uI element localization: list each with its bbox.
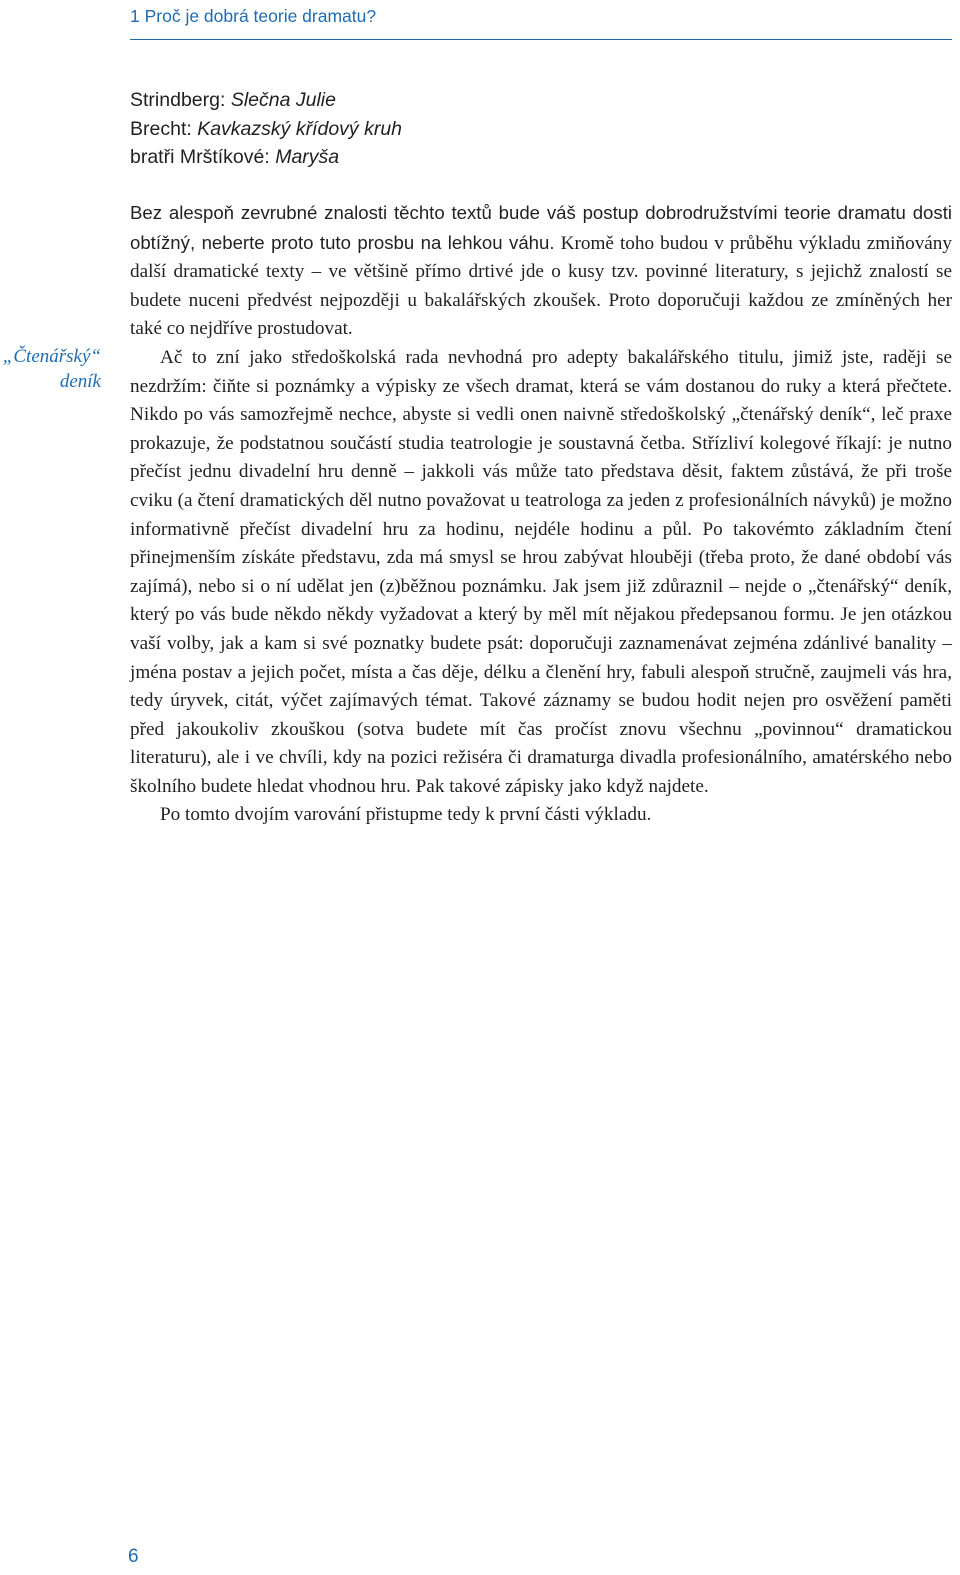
running-title: 1 Proč je dobrá teorie dramatu? bbox=[130, 6, 377, 26]
header-rule bbox=[130, 39, 952, 40]
margin-note-line: „Čtenářský“ bbox=[2, 346, 101, 367]
margin-note bbox=[0, 344, 101, 394]
paragraph-lead: Bez alespoň zevrubné znalosti těchto textů bude váš postup dobrodružstvími teorie dramatu dosti obtížný, neberte proto tuto prosbu na lehkou váhu. bbox=[130, 202, 952, 253]
page-number: 6 bbox=[128, 1546, 139, 1567]
required-works-list bbox=[130, 86, 952, 172]
work-title: Slečna Julie bbox=[230, 89, 336, 111]
work-item: Strindberg: Slečna Julie bbox=[130, 89, 336, 111]
paragraph-text: Kromě toho budou v průběhu výkladu zmiňovány další dramatické texty – ve většině přímo drtivé jde o kusy tzv. povinné literatury, s jejichž znalostí se budete nuceni předvést nejpozději u bakalářských zkoušek. Proto doporučuji každou ze zmíněných her také co nejdříve prostudovat. bbox=[130, 232, 952, 340]
margin-note-line: deník bbox=[59, 371, 101, 392]
paragraph: Ač to zní jako středoškolská rada nevhodná pro adepty bakalářského titulu, jimiž jste, raději se nezdržím: čiňte si poznámky a výpisky ze všech dramat, která se vám dostanou do ruky a která přečtete. Nikdo po vás samozřejmě nechce, abyste si vedli onen naivně středoškolský „čtenářský deník“, leč praxe prokazuje, že podstatnou součástí studia teatrologie je soustavná četba. Střízliví kolegové říkají: je nutno přečíst jednu divadelní hru denně – jakkoli vás může tato představa děsit, faktem zůstává, že při troše cviku (a čtení dramatických děl nutno považovat u teatrologa za jeden z profesionálních návyků) je možno informativně přečíst divadelní hru za hodinu, nejdéle hodinu a půl. Po takovémto základním čtení přinejmenším získáte představu, zda má smysl se hrou zabývat hlouběji (třeba proto, že dané období vás zajímá), nebo si o ní udělat jen (z)běžnou poznámku. Jak jsem již zdůraznil – nejde o „čtenářský“ deník, který po vás bude někdo někdy vyžadovat a který by měl mít nějakou předepsanou formu. Je jen otázkou vaší volby, jak a kam si své poznatky budete psát: doporučuji zaznamenávat zejména zdánlivé banality – jména postav a jejich počet, místa a čas děje, délku a členění hry, fabuli alespoň stručně, zaujmeli vás hra, tedy úryvek, citát, výčet zajímavých témat. Takové záznamy se budou hodit nejen pro osvěžení paměti před jakoukoliv zkouškou (sotva budete mít čas pročíst znovu všechnu „povinnou“ dramatickou literaturu), ale i ve chvíli, kdy na pozici režiséra či dramaturga divadla profesionálního, amatérského nebo školního budete hledat vhodnou hru. Pak takové zápisky jako když najdete. bbox=[130, 346, 952, 797]
paragraph bbox=[130, 199, 952, 344]
work-item: bratři Mrštíkové: Maryša bbox=[130, 146, 340, 168]
paragraph: Po tomto dvojím varování přistupme tedy k první části výkladu. bbox=[160, 804, 652, 826]
work-title: Maryša bbox=[275, 146, 340, 168]
body-text bbox=[130, 199, 952, 830]
work-item: Brecht: Kavkazský křídový kruh bbox=[130, 117, 403, 140]
work-title: Kavkazský křídový kruh bbox=[197, 117, 403, 140]
